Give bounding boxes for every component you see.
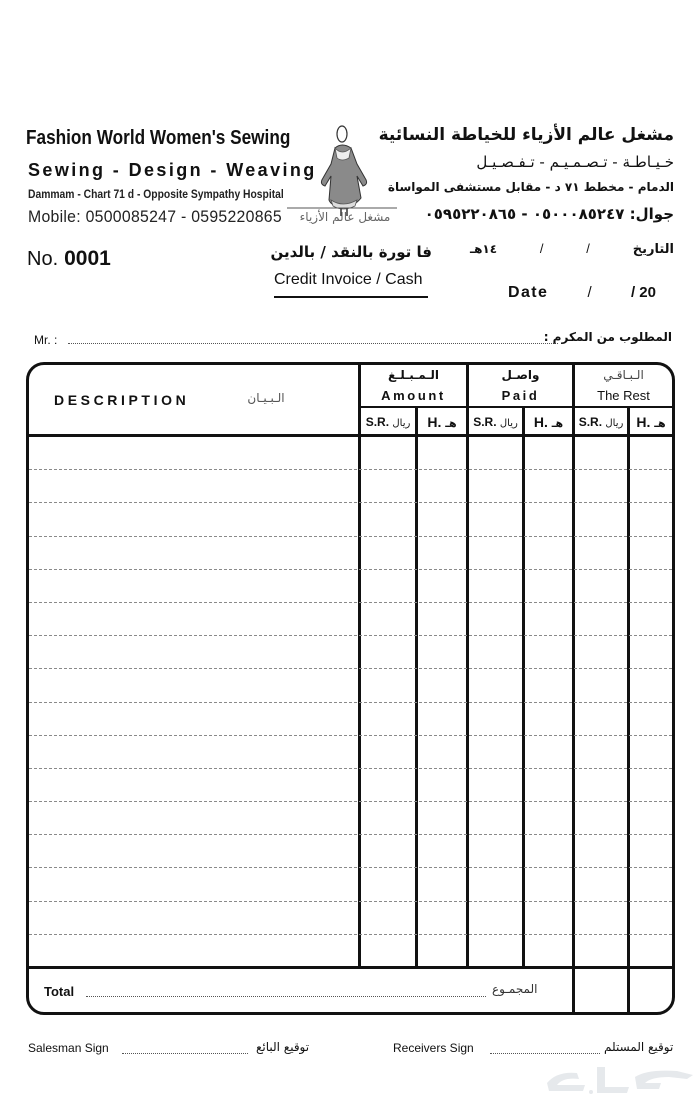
- column-divider: [415, 406, 418, 968]
- table-row-line: [29, 934, 672, 935]
- table-header-divider: [26, 434, 675, 437]
- date-en-label: Date: [508, 284, 549, 301]
- date-ar-hijri-suffix: ١٤هـ: [470, 242, 498, 256]
- address-ar: الدمام - مخطط ٧١ د - مقابل مستشفى المواساة: [387, 180, 674, 194]
- description-header-en: DESCRIPTION: [54, 392, 190, 408]
- table-row-line: [29, 602, 672, 603]
- date-en-row: [508, 284, 656, 302]
- sr-label-ar: ريال: [499, 418, 518, 429]
- amount-h-subheader: [418, 408, 466, 434]
- rest-h-subheader: [630, 408, 672, 434]
- h-label: H.: [636, 414, 651, 430]
- receiver-sign-field[interactable]: [490, 1053, 600, 1054]
- h-label-ar: هـ: [654, 417, 666, 430]
- rest-group-header: [575, 364, 672, 406]
- description-header-ar: الـبـيـان: [247, 391, 285, 405]
- business-name-en: Fashion World Women's Sewing: [26, 127, 291, 149]
- services-en: Sewing - Design - Weaving: [28, 160, 317, 180]
- column-divider: [358, 362, 361, 968]
- salesman-sign-label-en: Salesman Sign: [28, 1041, 109, 1055]
- sr-label: S.R.: [365, 415, 390, 429]
- table-row-line: [29, 735, 672, 736]
- h-label-ar: هـ: [445, 417, 457, 430]
- sr-label: S.R.: [473, 415, 497, 429]
- rest-header-en: The Rest: [597, 388, 650, 403]
- business-name-ar: مشغل عالم الأزياء للخياطة النسائية: [378, 125, 674, 145]
- table-row-line: [29, 502, 672, 503]
- customer-label-en: Mr. :: [34, 333, 58, 347]
- table-row-line: [29, 801, 672, 802]
- invoice-number-block: [27, 247, 111, 271]
- amount-header-en: Amount: [381, 388, 446, 403]
- table-row-line: [29, 635, 672, 636]
- sr-label-ar: ريال: [392, 418, 411, 429]
- mobile-ar: جوال: ٠٥٠٠٠٨٥٢٤٧ - ٠٥٩٥٢٢٠٨٦٥: [424, 205, 674, 223]
- table-row-line: [29, 536, 672, 537]
- sr-label: S.R.: [578, 415, 603, 429]
- h-label-ar: هـ: [551, 417, 564, 430]
- paid-header-en: Paid: [501, 388, 540, 403]
- salesman-sign-field[interactable]: [122, 1053, 248, 1054]
- rest-sr-subheader: [575, 408, 627, 434]
- invoice-number-label: No.: [27, 248, 59, 270]
- customer-name-field[interactable]: [68, 343, 558, 344]
- date-ar-separator: /: [539, 241, 544, 256]
- h-label: H.: [533, 414, 548, 430]
- invoice-table: [26, 362, 675, 1015]
- amount-group-header: [361, 364, 466, 406]
- total-field[interactable]: [86, 996, 486, 997]
- amount-sr-subheader: [361, 408, 415, 434]
- receiver-sign-label-en: Receivers Sign: [393, 1041, 474, 1055]
- customer-label-ar: المطلوب من المكرم :: [543, 330, 672, 344]
- paid-h-subheader: [525, 408, 572, 434]
- sr-label-ar: ريال: [605, 418, 624, 429]
- total-label-en: Total: [44, 984, 75, 999]
- table-total-divider: [26, 966, 675, 969]
- date-ar-row: [470, 241, 674, 257]
- date-en-separator: /: [587, 284, 592, 301]
- table-row-line: [29, 768, 672, 769]
- invoice-type-en: Credit Invoice / Cash: [274, 271, 423, 288]
- paid-group-header: [469, 364, 572, 406]
- paid-sr-subheader: [469, 408, 522, 434]
- table-row-line: [29, 702, 672, 703]
- total-label-ar: المجمـوع: [492, 982, 538, 996]
- table-row-line: [29, 834, 672, 835]
- invoice-number: 0001: [64, 247, 111, 270]
- column-divider: [466, 362, 469, 968]
- services-ar: خـيـاطـة - تـصـمـيـم - تـفـصـيـل: [476, 153, 674, 171]
- date-en-year-suffix: / 20: [630, 284, 656, 301]
- mobile-en: Mobile: 0500085247 - 0595220865: [28, 207, 282, 226]
- haraj-watermark-logo: [537, 1063, 697, 1095]
- paid-header-ar: واصـل: [501, 368, 540, 382]
- table-row-line: [29, 901, 672, 902]
- amount-header-ar: الـمـبـلـغ: [387, 368, 440, 382]
- date-ar-label: التاريخ: [632, 242, 674, 257]
- table-row-line: [29, 569, 672, 570]
- logo-text: مشغل عالم الأزياء: [299, 210, 391, 224]
- table-row-line: [29, 668, 672, 669]
- salesman-sign-label-ar: توقيع البائع: [256, 1040, 310, 1054]
- column-divider: [522, 406, 525, 968]
- table-row-line: [29, 469, 672, 470]
- table-row-line: [29, 867, 672, 868]
- column-divider: [572, 362, 575, 1015]
- invoice-type-ar: فا تورة بالنقد / بالدين: [270, 243, 432, 261]
- rest-header-ar: الـبـاقـي: [603, 368, 644, 382]
- address-en: Dammam - Chart 71 d - Opposite Sympathy Hospital: [28, 187, 284, 201]
- date-ar-separator: /: [586, 241, 590, 256]
- column-divider: [627, 406, 630, 1015]
- receiver-sign-label-ar: توقيع المستلم: [604, 1040, 674, 1054]
- invoice-type-underline: [274, 296, 428, 298]
- h-label: H.: [427, 414, 442, 430]
